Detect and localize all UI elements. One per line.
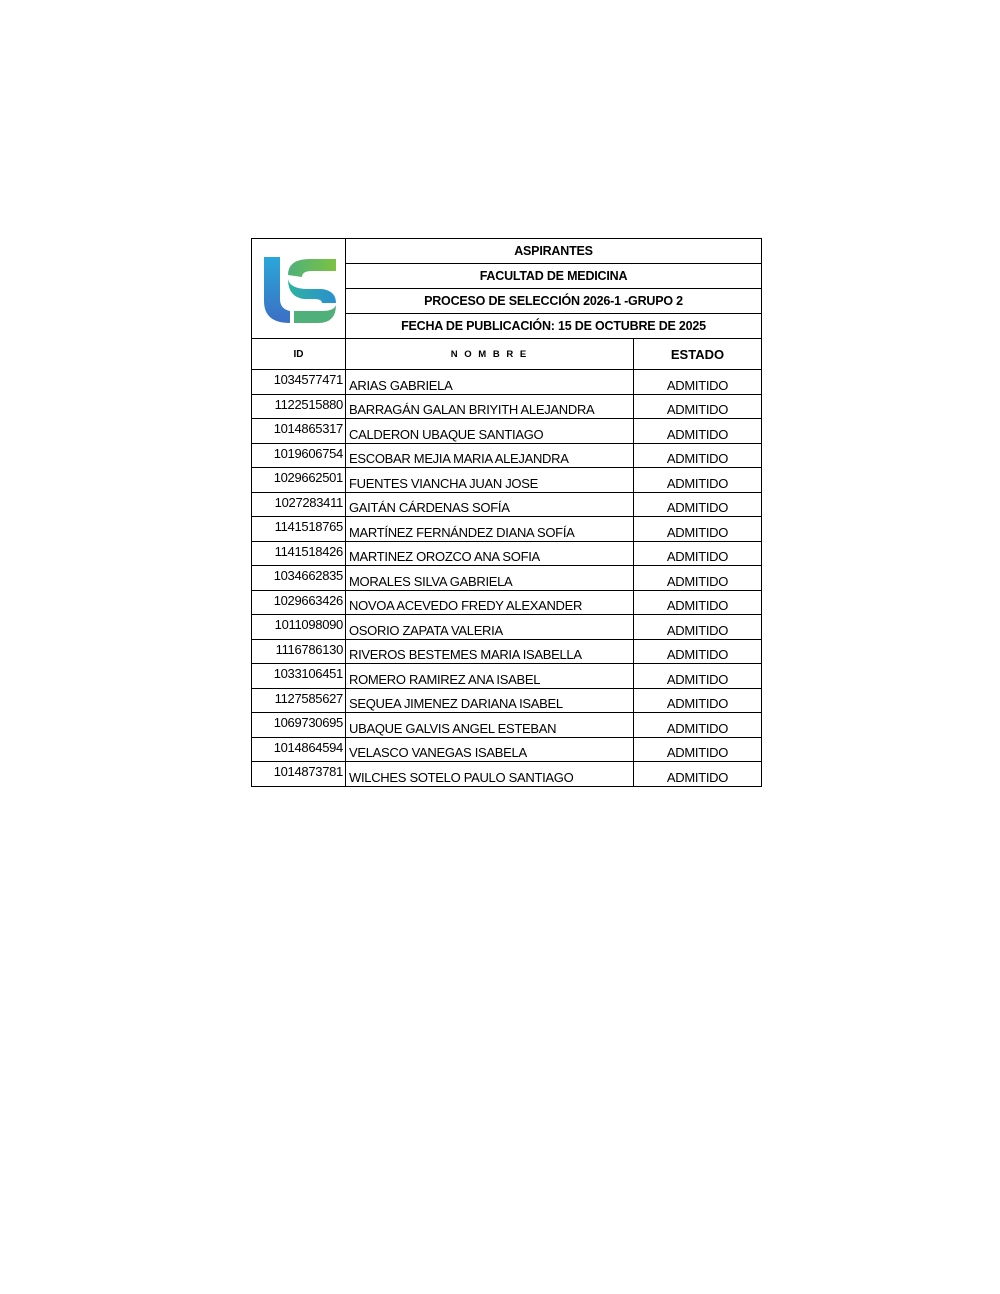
row-id: 1127585627 [252,688,346,713]
table-row [252,370,762,395]
row-state: ADMITIDO [634,468,762,493]
row-state: ADMITIDO [634,590,762,615]
table-row [252,737,762,762]
table-row [252,443,762,468]
table-row [252,394,762,419]
row-state: ADMITIDO [634,443,762,468]
row-state: ADMITIDO [634,517,762,542]
row-id: 1116786130 [252,639,346,664]
column-header-state: ESTADO [634,339,762,370]
row-state: ADMITIDO [634,566,762,591]
row-id: 1011098090 [252,615,346,640]
row-state: ADMITIDO [634,419,762,444]
row-id: 1029663426 [252,590,346,615]
table-row [252,688,762,713]
row-name: GAITÁN CÁRDENAS SOFÍA [346,492,634,517]
table-row [252,615,762,640]
row-id: 1069730695 [252,713,346,738]
row-state: ADMITIDO [634,394,762,419]
row-state: ADMITIDO [634,370,762,395]
row-name: BARRAGÁN GALAN BRIYITH ALEJANDRA [346,394,634,419]
row-id: 1033106451 [252,664,346,689]
row-id: 1027283411 [252,492,346,517]
row-id: 1141518765 [252,517,346,542]
row-id: 1034577471 [252,370,346,395]
header-row-1 [252,239,762,264]
row-id: 1122515880 [252,394,346,419]
row-state: ADMITIDO [634,664,762,689]
column-header-name: N O M B R E [346,339,634,370]
row-id: 1014865317 [252,419,346,444]
row-name: VELASCO VANEGAS ISABELA [346,737,634,762]
row-state: ADMITIDO [634,639,762,664]
row-name: CALDERON UBAQUE SANTIAGO [346,419,634,444]
row-name: MARTÍNEZ FERNÁNDEZ DIANA SOFÍA [346,517,634,542]
row-state: ADMITIDO [634,541,762,566]
table-row [252,541,762,566]
row-id: 1141518426 [252,541,346,566]
table-row [252,713,762,738]
row-state: ADMITIDO [634,713,762,738]
row-name: MORALES SILVA GABRIELA [346,566,634,591]
table-row [252,517,762,542]
row-name: ARIAS GABRIELA [346,370,634,395]
table-row [252,566,762,591]
row-name: UBAQUE GALVIS ANGEL ESTEBAN [346,713,634,738]
row-name: ESCOBAR MEJIA MARIA ALEJANDRA [346,443,634,468]
row-name: ROMERO RAMIREZ ANA ISABEL [346,664,634,689]
table-row [252,468,762,493]
table-row [252,590,762,615]
logo-cell [252,239,346,339]
university-logo-icon [258,253,340,325]
row-state: ADMITIDO [634,492,762,517]
row-id: 1019606754 [252,443,346,468]
table-row [252,419,762,444]
row-state: ADMITIDO [634,615,762,640]
table-row [252,762,762,787]
row-name: MARTINEZ OROZCO ANA SOFIA [346,541,634,566]
column-header-id: ID [252,339,346,370]
row-state: ADMITIDO [634,737,762,762]
row-name: NOVOA ACEVEDO FREDY ALEXANDER [346,590,634,615]
row-id: 1034662835 [252,566,346,591]
row-id: 1029662501 [252,468,346,493]
row-state: ADMITIDO [634,762,762,787]
header-process: PROCESO DE SELECCIÓN 2026-1 -GRUPO 2 [346,289,762,314]
row-id: 1014864594 [252,737,346,762]
row-name: SEQUEA JIMENEZ DARIANA ISABEL [346,688,634,713]
row-name: FUENTES VIANCHA JUAN JOSE [346,468,634,493]
table-row [252,492,762,517]
row-name: OSORIO ZAPATA VALERIA [346,615,634,640]
admissions-table [251,238,762,787]
row-name: RIVEROS BESTEMES MARIA ISABELLA [346,639,634,664]
row-id: 1014873781 [252,762,346,787]
table-row [252,664,762,689]
header-faculty: FACULTAD DE MEDICINA [346,264,762,289]
header-aspirantes: ASPIRANTES [346,239,762,264]
header-publication-date: FECHA DE PUBLICACIÓN: 15 DE OCTUBRE DE 2025 [346,314,762,339]
table-row [252,639,762,664]
row-name: WILCHES SOTELO PAULO SANTIAGO [346,762,634,787]
column-header-row [252,339,762,370]
row-state: ADMITIDO [634,688,762,713]
